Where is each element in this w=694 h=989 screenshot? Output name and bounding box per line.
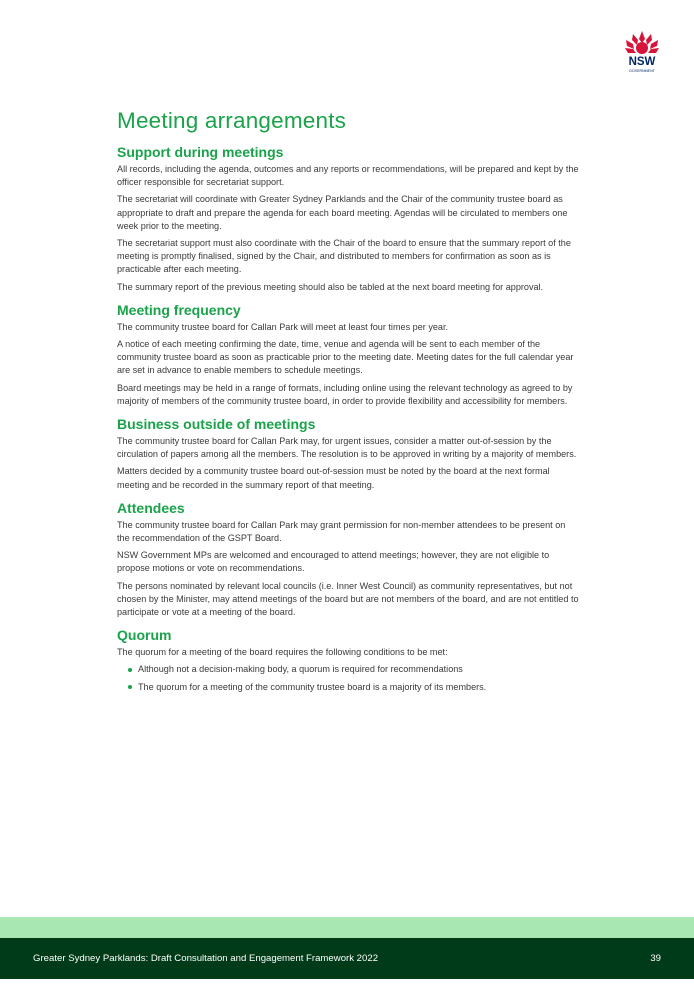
section-heading: Meeting frequency [117,301,241,318]
paragraph: The community trustee board for Callan Park will meet at least four times per year. [117,321,449,332]
waratah-icon [621,28,663,74]
bullet-dot-icon [128,668,132,672]
footer-accent-band [0,917,694,938]
section-support-during-meetings [117,144,579,294]
section-heading: Support during meetings [117,144,284,160]
paragraph: The community trustee board for Callan Park may grant permission for non-member attendees to be present on the recommendation of the GSPT Board. [117,519,566,544]
section-attendees [117,500,579,619]
page-title: Meeting arrangements [117,108,347,133]
footer [0,938,694,979]
bullet-text: Although not a decision-making body, a quorum is required for recommendations [138,664,463,675]
section-heading: Attendees [117,499,185,516]
paragraph: Matters decided by a community trustee board out-of-session must be noted by the board at the next formal meeting and be recorded in the summary report of that meeting. [117,466,550,490]
bullet-dot-icon [128,685,132,689]
paragraph: All records, including the agenda, outcomes and any reports or recommendations, will be prepared and kept by the officer responsible for secretariat support. [117,164,579,188]
section-business-outside-meetings [117,416,579,492]
footer-document-title: Greater Sydney Parklands: Draft Consultation and Engagement Framework 2022 [33,953,379,964]
paragraph: Board meetings may be held in a range of formats, including online using the relevant technology as agreed to by majority of members of the community trustee board, in order to provide flexibility and accessibility for members. [117,382,573,406]
paragraph: The persons nominated by relevant local councils (i.e. Inner West Council) as community representatives, but not chosen by the Minister, may attend meetings of the board but are not members of the board, and are not entitled to participate or vote at a meeting of the board. [117,580,579,618]
paragraph: The secretariat support must also coordinate with the Chair of the board to ensure that the summary report of the meeting is promptly finalised, signed by the Chair, and distributed to members for confirmation as soon as is practicable after each meeting. [117,238,571,275]
page-number: 39 [650,953,661,964]
logo-subtext: GOVERNMENT [629,69,655,73]
section-heading: Quorum [117,627,172,644]
bullet-list [128,663,579,693]
paragraph: The quorum for a meeting of the board requires the following conditions to be met: [117,647,448,658]
paragraph: A notice of each meeting confirming the date, time, venue and agenda will be sent to each member of the community trustee board as soon as practicable prior to the meeting date. Meeting dates for the full calendar year are set in advance to enable members to schedule meetings. [117,339,574,376]
bullet-text: The quorum for a meeting of the community trustee board is a majority of its members. [138,681,487,692]
paragraph: NSW Government MPs are welcomed and encouraged to attend meetings; however, they are not eligible to propose motions or vote on recommendations. [117,550,550,574]
paragraph: The secretariat will coordinate with Greater Sydney Parklands and the Chair of the community trustee board as appropriate to draft and prepare the agenda for each board meeting. Agendas will be circulated to members one week prior to the meeting. [117,194,568,231]
section-quorum [117,627,579,694]
logo-text: NSW [628,56,656,68]
section-meeting-frequency [117,302,579,408]
bullet-item [128,663,579,676]
paragraph: The summary report of the previous meeting should also be tabled at the next board meeting for approval. [117,281,544,292]
bullet-item [128,681,579,694]
paragraph: The community trustee board for Callan Park may, for urgent issues, consider a matter out-of-session by the circulation of papers among all the members. The resolution is to be approved in writing by a majority of members. [117,436,577,460]
main-content [117,108,579,698]
nsw-government-logo [621,28,663,74]
section-heading: Business outside of meetings [117,416,316,433]
